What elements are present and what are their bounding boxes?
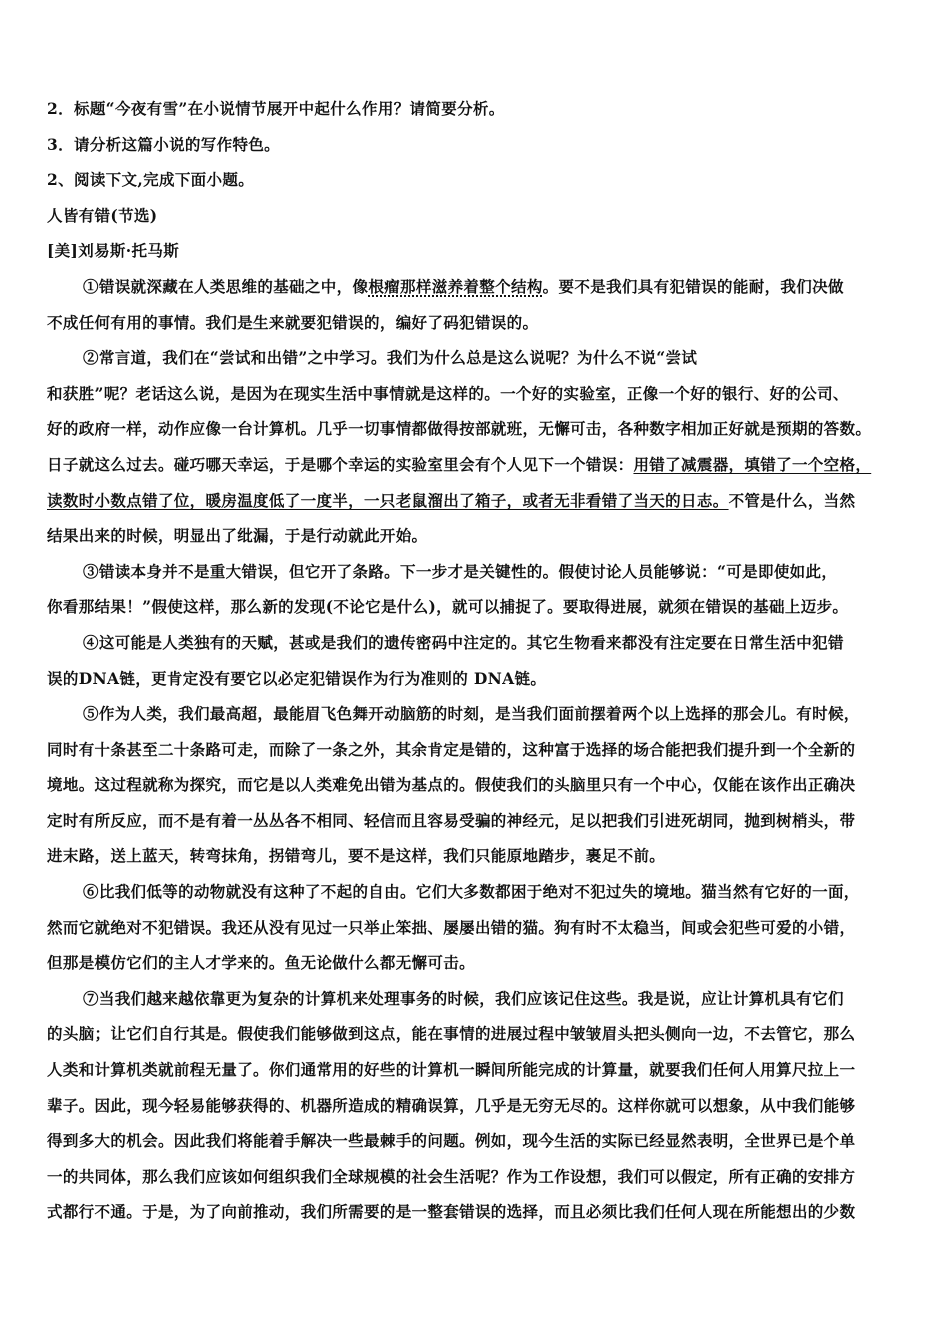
paragraph-7-line-3: 人类和计算机类就前程无量了。你们通常用的好些的计算机一瞬间所能完成的计算量，就要我们任何人用算尺拉上一 — [47, 1060, 856, 1080]
paragraph-2-line-2: 和获胜”呢？老话这么说，是因为在现实生活中事情就是这样的。一个好的实验室，正像一个好的银行、好的公司、 — [47, 383, 849, 403]
paragraph-3-line-1: ③错读本身并不是重大错误，但它开了条路。下一步才是关键性的。假使讨论人员能够说：“可是即使如此， — [83, 561, 838, 581]
document-page — [47, 96, 907, 1235]
paragraph-2-line-4: 日子就这么过去。碰巧哪天幸运，于是哪个幸运的实验室里会有个人见下一个错误：用错了减震器，填错了一个空格， — [47, 454, 872, 474]
paragraph-2-line-3: 好的政府一样，动作应像一台计算机。几乎一切事情都做得按部就班，无懈可击，各种数字相加正好就是预期的答数。 — [47, 419, 872, 439]
paragraph-6-line-3: 但那是模仿它们的主人才学来的。鱼无论做什么都无懈可击。 — [47, 953, 475, 973]
paragraph-5-line-3: 境地。这过程就称为探究，而它是以人类难免出错为基点的。假使我们的头脑里只有一个中心，仅能在该作出正确决 — [47, 775, 856, 795]
paragraph-7-line-7: 式都行不通。于是，为了向前推动，我们所需要的是一整套错误的选择，而且必须比我们任何人现在所能想出的少数 — [47, 1202, 856, 1222]
paragraph-2-line-5: 读数时小数点错了位，暖房温度低了一度半，一只老鼠溜出了箱子，或者无非看错了当天的日志。不管是什么，当然 — [47, 490, 856, 510]
paragraph-6-line-1: ⑥比我们低等的动物就没有这种了不起的自由。它们大多数都困于绝对不犯过失的境地。猫当然有它好的一面， — [83, 882, 860, 902]
paragraph-6-line-2: 然而它就绝对不犯错误。我还从没有见过一只举止笨拙、屡屡出错的猫。狗有时不太稳当，间或会犯些可爱的小错， — [47, 917, 856, 937]
underlined-phrase: 读数时小数点错了位，暖房温度低了一度半，一只老鼠溜出了箱子，或者无非看错了当天的日志。 — [47, 490, 729, 510]
paragraph-4-line-1: ④这可能是人类独有的天赋，甚或是我们的遗传密码中注定的。其它生物看来都没有注定要在日常生活中犯错 — [83, 632, 844, 652]
paragraph-3-line-2: 你看那结果！”假使这样，那么新的发现(不论它是什么)，就可以捕捉了。要取得进展，就须在错误的基础上迈步。 — [47, 597, 849, 617]
paragraph-5-line-2: 同时有十条甚至二十条路可走，而除了一条之外，其余肯定是错的，这种富于选择的场合能把我们提升到一个全新的 — [47, 739, 856, 759]
paragraph-7-line-4: 辈子。因此，现今轻易能够获得的、机器所造成的精确误算，几乎是无穷无尽的。这样你就可以想象，从中我们能够 — [47, 1095, 856, 1115]
paragraph-7-line-2: 的头脑；让它们自行其是。假使我们能够做到这点，能在事情的进展过程中皱皱眉头把头侧向一边，不去管它，那么 — [47, 1024, 856, 1044]
question-3: 3．请分析这篇小说的写作特色。 — [47, 134, 281, 154]
dotted-phrase: 根瘤那样滋养着整个结构 — [368, 276, 543, 296]
underlined-phrase: 用错了减震器，填错了一个空格， — [633, 454, 872, 474]
paragraph-7-line-1: ⑦当我们越来越依靠更为复杂的计算机来处理事务的时候，我们应该记住这些。我是说，应让计算机具有它们 — [83, 988, 844, 1008]
paragraph-5-line-5: 进末路，送上蓝天，转弯抹角，拐错弯儿，要不是这样，我们只能原地踏步，裹足不前。 — [47, 846, 666, 866]
paragraph-5-line-1: ⑤作为人类，我们最高超，最能眉飞色舞开动脑筋的时刻，是当我们面前摆着两个以上选择的那会儿。有时候， — [83, 704, 860, 724]
paragraph-7-line-5: 得到多大的机会。因此我们将能着手解决一些最棘手的问题。例如，现今生活的实际已经显然表明，全世界已是个单 — [47, 1131, 856, 1151]
paragraph-5-line-4: 定时有所反应，而不是有着一丛丛各不相同、轻信而且容易受骗的神经元，足以把我们引进死胡同，抛到树梢头，带 — [47, 810, 856, 830]
question-2: 2．标题“今夜有雪”在小说情节展开中起什么作用？请简要分析。 — [47, 99, 505, 118]
paragraph-1-line-1: ①错误就深藏在人类思维的基础之中，像根瘤那样滋养着整个结构。要不是我们具有犯错误的能耐，我们决做 — [83, 276, 844, 296]
paragraph-7-line-6: 一的共同体，那么我们应该如何组织我们全球规模的社会生活呢？作为工作设想，我们可以假定，所有正确的安排方 — [47, 1166, 856, 1186]
paragraph-2-line-6: 结果出来的时候，明显出了纰漏，于是行动就此开始。 — [47, 526, 428, 546]
paragraph-2-line-1: ②常言道，我们在“尝试和出错”之中学习。我们为什么总是这么说呢？为什么不说“尝试 — [83, 348, 698, 368]
article-author: [美]刘易斯·托马斯 — [47, 241, 180, 261]
section-intro: 2、阅读下文,完成下面小题。 — [47, 170, 255, 190]
article-title: 人皆有错(节选) — [47, 205, 158, 225]
paragraph-4-line-2: 误的DNA链，更肯定没有要它以必定犯错误作为行为准则的 DNA链。 — [47, 668, 547, 688]
paragraph-1-line-2: 不成任何有用的事情。我们是生来就要犯错误的，编好了码犯错误的。 — [47, 312, 539, 332]
